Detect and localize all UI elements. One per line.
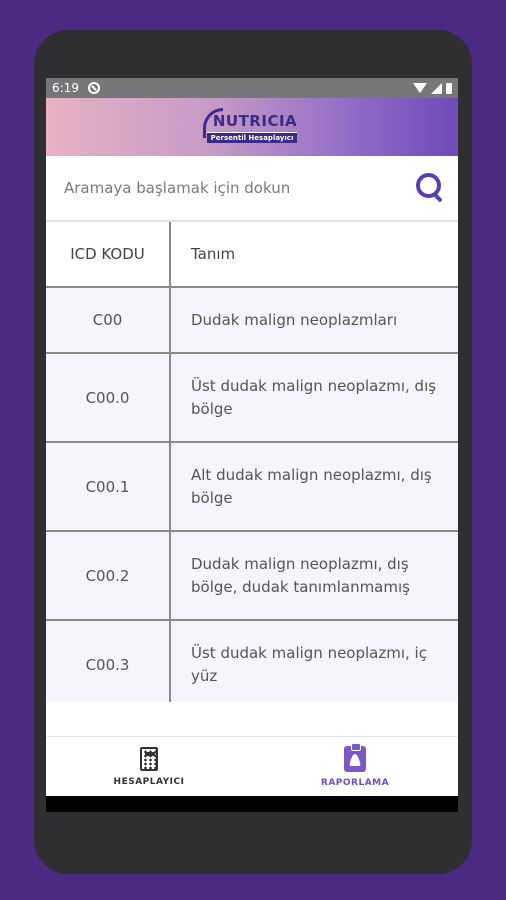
column-header-description: Tanım xyxy=(191,244,236,263)
row-description: Dudak malign neoplazmları xyxy=(191,310,398,329)
app-header xyxy=(46,98,458,156)
row-code: C00.3 xyxy=(46,621,171,702)
row-code: C00.2 xyxy=(46,532,171,619)
bottom-navigation xyxy=(46,736,458,796)
logo-name: NUTRICIA xyxy=(212,111,298,130)
table-row[interactable] xyxy=(46,288,458,354)
column-header-icd-code: ICD KODU xyxy=(46,222,171,286)
row-description: Üst dudak malign neoplazmı, iç yüz xyxy=(191,643,427,685)
row-code: C00 xyxy=(46,288,171,352)
status-time: 6:19 xyxy=(52,81,79,95)
table-row[interactable] xyxy=(46,443,458,532)
table-row[interactable] xyxy=(46,354,458,443)
do-not-disturb-icon xyxy=(88,82,100,94)
signal-icon xyxy=(431,83,442,94)
row-description: Alt dudak malign neoplazmı, dış bölge xyxy=(191,465,432,507)
icd-table xyxy=(46,222,458,702)
logo-subtitle: Persentil Hesaplayıcı xyxy=(207,132,298,143)
row-code: C00.0 xyxy=(46,354,171,441)
row-description: Dudak malign neoplazmı, dış bölge, dudak tanımlanmamış xyxy=(191,554,410,596)
nav-item-reporting[interactable] xyxy=(252,737,458,796)
nav-item-calculator[interactable] xyxy=(46,737,252,796)
search-input[interactable] xyxy=(64,179,394,197)
nutricia-logo xyxy=(207,112,298,143)
system-navigation-bar xyxy=(46,796,458,812)
table-row[interactable] xyxy=(46,621,458,702)
logo-arc-icon xyxy=(203,108,223,138)
report-icon xyxy=(344,746,366,772)
app-screen xyxy=(46,78,458,812)
nav-label-calculator: HESAPLAYICI xyxy=(113,776,185,787)
phone-frame xyxy=(34,30,472,874)
battery-icon xyxy=(446,83,452,94)
row-code: C00.1 xyxy=(46,443,171,530)
nav-label-reporting: RAPORLAMA xyxy=(320,777,390,788)
table-header xyxy=(46,222,458,288)
row-description: Üst dudak malign neoplazmı, dış bölge xyxy=(191,376,437,418)
status-bar xyxy=(46,78,458,98)
search-bar xyxy=(46,156,458,222)
wifi-icon xyxy=(413,83,427,93)
search-icon[interactable] xyxy=(416,173,446,203)
table-row[interactable] xyxy=(46,532,458,621)
calculator-icon xyxy=(140,747,158,771)
